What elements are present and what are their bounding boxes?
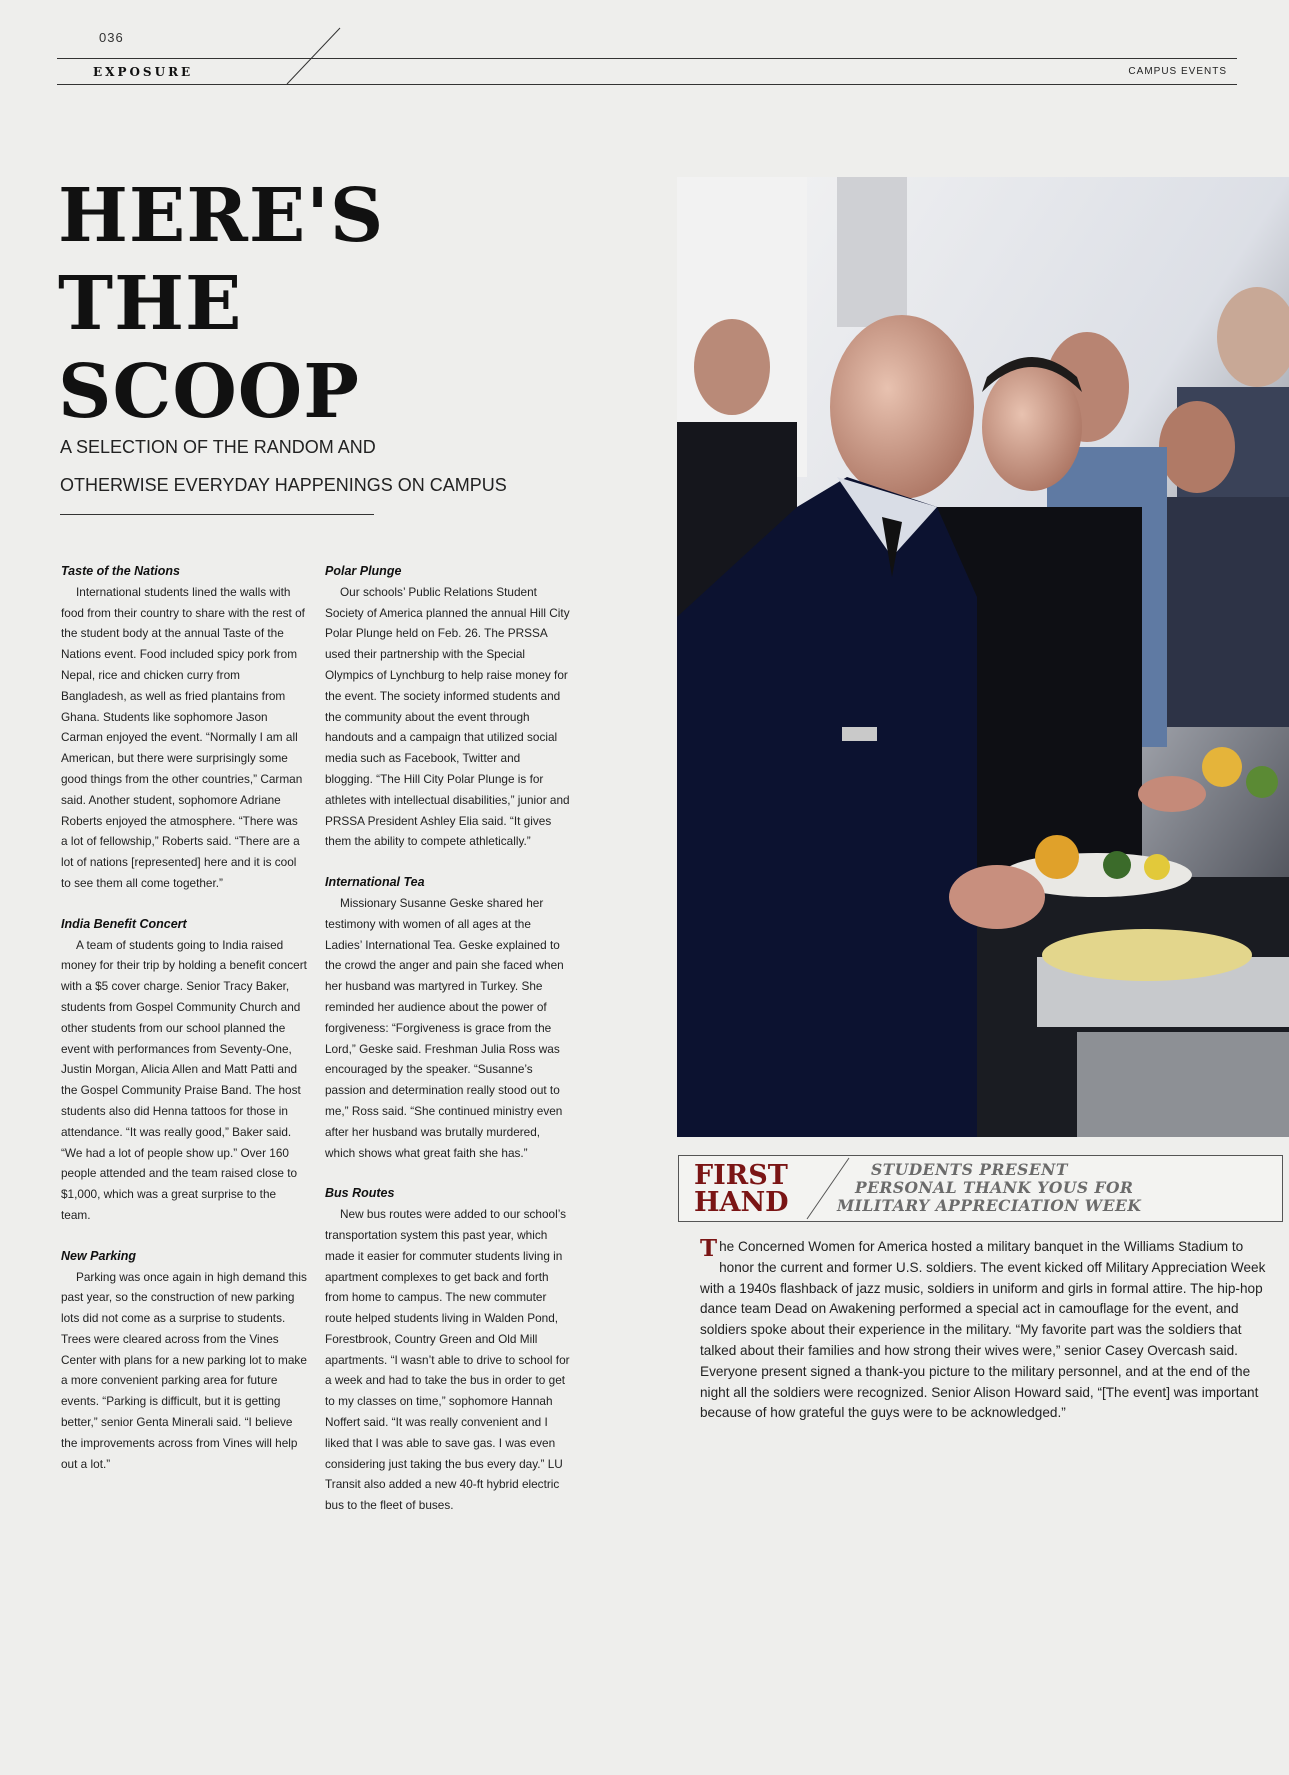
title-line: HERE'S: [58, 173, 385, 259]
first-hand-body: [700, 1237, 1274, 1424]
article-body: New bus routes were added to our school’s transportation system this past year, which made it easier for commuter students living in apartment complexes to get back and forth from home to campus. The new commuter route helped students living in Walden Pond, Forestbrook, Country Green and Old Mill apartments. “I wasn’t able to drive to school for a week and had to take the bus in order to get to my classes on time,” sophomore Hannah Noffert said. “It was really convenient and I liked that I was able to save gas. I was even considering just taking the bus every day.” LU Transit also added a new 40-ft hybrid electric bus to the fleet of buses.: [325, 1207, 570, 1513]
article-column-middle: [325, 561, 571, 1536]
military-banquet-photo: [677, 177, 1289, 1137]
title-line: SCOOP: [58, 349, 360, 435]
first-hand-body-text: he Concerned Women for America hosted a military banquet in the Williams Stadium to honor the current and former U.S. soldiers. The event kicked off Military Appreciation Week with a 1940s flashback of jazz music, soldiers in uniform and girls in formal attire. The hip-hop dance team Dead on Awakening performed a special act in camouflage for the event, and soldiers spoke about their experience in the military. “My favorite part was the soldiers that talked about their families and how strong their wives were,” senior Casey Overcash said. Everyone present signed a thank-you picture to the military personnel, and at the end of the night all the soldiers were recognized. Senior Alison Howard said, “[The event] was important because of how grateful the guys were to be acknowledged.”: [700, 1239, 1266, 1421]
article-body: Missionary Susanne Geske shared her testimony with women of all ages at the Ladies’ International Tea. Geske explained to the crowd the anger and pain she faced when her husband was martyred in Turkey. She reminded her audience about the power of forgiveness: “Forgiveness is grace from the Lord,” Geske said. Freshman Julia Ross was encouraged by the speaker. “Susanne’s passion and determination really stood out to me,” Ross said. “She continued ministry even after her husband was brutally murdered, which shows what great faith she has.”: [325, 895, 564, 1160]
subtitle-line: OTHERWISE EVERYDAY HAPPENINGS ON CAMPUS: [60, 475, 507, 495]
drop-cap: T: [700, 1235, 718, 1262]
first-hand-header: [678, 1155, 1283, 1222]
article-title: Bus Routes: [325, 1186, 395, 1201]
article-body: Our schools’ Public Relations Student Society of America planned the annual Hill City Polar Plunge held on Feb. 26. The PRSSA used their partnership with the Special Olympics of Lynchburg to help raise money for the event. The society informed students and the community about the event through handouts and a campaign that utilized social media such as Facebook, Twitter and blogging. “The Hill City Polar Plunge is for athletes with intellectual disabilities,” junior and PRSSA President Ashley Elia said. “It gives them the ability to compete athletically.”: [325, 584, 570, 849]
article-body: International students lined the walls with food from their country to share with the rest of the student body at the annual Taste of the Nations event. Food included spicy pork from Nepal, rice and chicken curry from Bangladesh, as well as fried plantains from Ghana. Students like sophomore Jason Carman enjoyed the event. “Normally I am all American, but there were surprisingly some good things from the other countries,” Carman said. Another student, sophomore Adriane Roberts enjoyed the atmosphere. “There was a lot of fellowship,” Roberts said. “There are a lot of nations [represented] here and it is cool to see them all come together.”: [61, 584, 305, 890]
page-subtitle: [60, 428, 520, 504]
title-line: THE: [58, 261, 243, 347]
first-hand-title-line: HAND: [694, 1187, 789, 1218]
article-title: Polar Plunge: [325, 564, 402, 578]
first-hand-subtitle-line: MILITARY APPRECIATION WEEK: [837, 1196, 1142, 1215]
subtitle-line: A SELECTION OF THE RANDOM AND: [60, 437, 376, 457]
page-title: [58, 172, 384, 436]
header-slash: [0, 0, 1289, 100]
section-label: EXPOSURE: [93, 65, 194, 79]
article-column-left: [61, 561, 307, 1494]
article-title: India Benefit Concert: [61, 916, 187, 931]
page-number: 036: [99, 30, 124, 45]
article-body: A team of students going to India raised money for their trip by holding a benefit concert with a $5 cover charge. Senior Tracy Baker, students from Gospel Community Church and other students from our school planned the event with performances from Seventy-One, Justin Morgan, Alicia Allen and Matt Patti and the Gospel Community Praise Band. The host students also did Henna tattoos for those in attendance. “It was really good,” Baker said. “We had a lot of people show up.” Over 160 people attended and the team raised close to $1,000, which was a great surprise to the team.: [61, 937, 307, 1222]
article-title: Taste of the Nations: [61, 564, 180, 578]
category-label: CAMPUS EVENTS: [1128, 66, 1227, 77]
article-title: New Parking: [61, 1248, 137, 1263]
first-hand-subtitle-line: STUDENTS PRESENT: [871, 1160, 1068, 1179]
article-title: International Tea: [325, 875, 425, 890]
subtitle-divider: [60, 514, 374, 515]
first-hand-title-line: FIRST: [694, 1160, 788, 1191]
article-body: Parking was once again in high demand this past year, so the construction of new parking lots did not come as a surprise to students. Trees were cleared across from the Vines Center with plans for a new parking lot to make a more convenient parking area for future events. “Parking is difficult, but it is getting better,” senior Genta Minerali said. “I believe the improvements across from Vines will help out a lot.”: [61, 1269, 307, 1471]
first-hand-subtitle-line: PERSONAL THANK YOUS FOR: [855, 1178, 1134, 1197]
